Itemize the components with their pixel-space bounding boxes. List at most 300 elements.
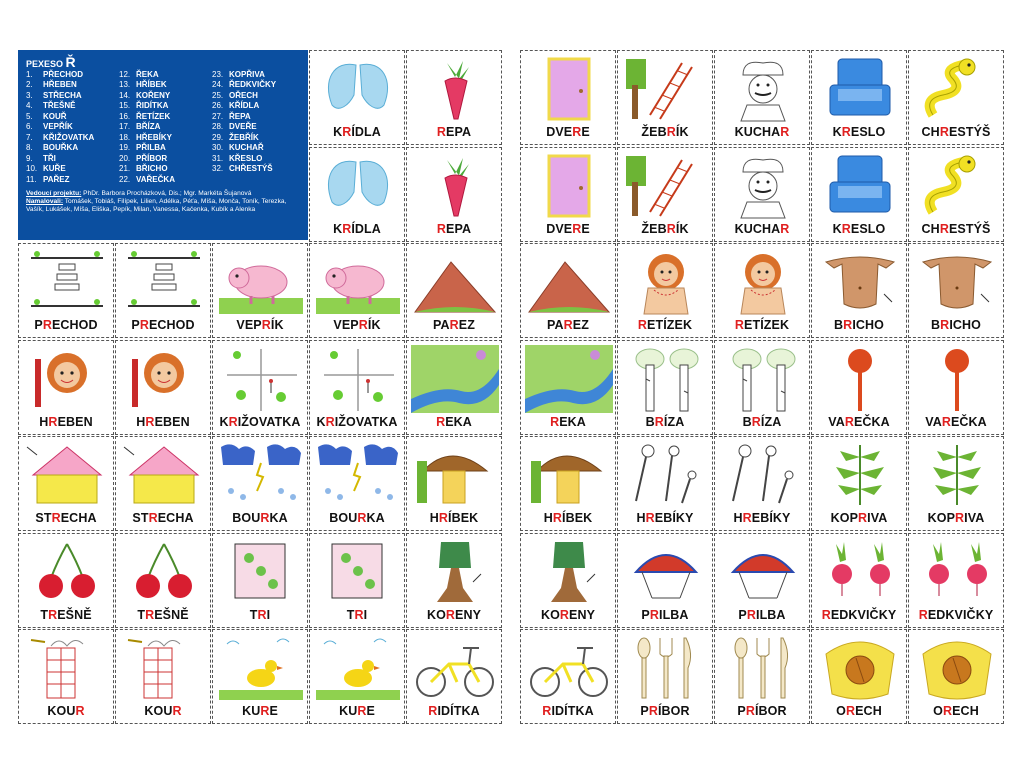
snake-icon — [913, 152, 1001, 220]
word-number: 18. — [119, 132, 131, 142]
highlighted-letter: R — [436, 414, 446, 429]
bicycle-icon — [411, 634, 499, 702]
word-list-item — [212, 112, 301, 123]
card-word — [521, 415, 615, 429]
word-suffix: ÍDLA — [351, 125, 381, 139]
card-word — [715, 222, 809, 236]
radish-icon — [913, 538, 1001, 606]
pexeso-card[interactable] — [18, 629, 114, 724]
word-text: HŘEBEN — [43, 80, 77, 89]
card-word — [407, 318, 501, 332]
word-prefix: VEP — [236, 318, 262, 332]
birch-icon — [622, 345, 710, 413]
pexeso-card[interactable] — [309, 629, 405, 724]
word-suffix: IVA — [964, 511, 985, 525]
word-prefix: BOU — [329, 511, 358, 525]
word-prefix: KU — [242, 704, 261, 718]
word-suffix: EZ — [572, 318, 589, 332]
word-prefix: KUCHA — [734, 125, 781, 139]
highlighted-letter: R — [260, 511, 270, 525]
card-word — [812, 125, 906, 139]
word-number: 19. — [119, 143, 131, 152]
word-text: OŘECH — [229, 90, 258, 100]
word-text: KŘÍDLA — [229, 101, 260, 110]
word-list-item — [119, 164, 208, 175]
word-prefix: T — [249, 607, 258, 622]
pexeso-card[interactable] — [115, 533, 211, 628]
cutlery-icon — [622, 634, 710, 702]
pexeso-card[interactable] — [406, 50, 502, 145]
pexeso-card[interactable] — [406, 340, 502, 435]
pexeso-card[interactable] — [520, 533, 616, 628]
pexeso-card[interactable] — [811, 533, 907, 628]
highlighted-letter: R — [550, 414, 560, 429]
pexeso-card[interactable] — [212, 436, 308, 531]
dice-icon — [217, 538, 305, 606]
pexeso-card[interactable] — [811, 243, 907, 338]
pexeso-card[interactable] — [617, 50, 713, 145]
word-prefix: VA — [925, 414, 942, 429]
highlighted-letter: R — [325, 414, 335, 429]
word-suffix: ECHA — [157, 511, 194, 525]
highlighted-letter: R — [845, 704, 856, 718]
card-word — [618, 511, 712, 525]
highlighted-letter: R — [139, 318, 149, 332]
pexeso-card[interactable] — [811, 50, 907, 145]
word-prefix: B — [931, 318, 941, 332]
word-suffix: ILBA — [659, 607, 689, 622]
nettle-icon — [816, 441, 904, 509]
word-suffix: EŠNĚ — [57, 607, 92, 622]
word-text: KUŘE — [43, 164, 66, 173]
pexeso-card[interactable] — [115, 436, 211, 531]
card-word — [213, 415, 307, 429]
card-word — [715, 608, 809, 622]
word-suffix: EBEN — [57, 414, 93, 429]
card-word — [812, 511, 906, 525]
info-title — [26, 54, 301, 70]
word-prefix: KO — [426, 607, 446, 622]
highlighted-letter: R — [228, 414, 238, 429]
radish-icon — [816, 538, 904, 606]
word-number: 6. — [26, 122, 33, 131]
word-suffix: ÍZA — [760, 414, 782, 429]
highlighted-letter: R — [542, 704, 552, 718]
pexeso-card[interactable] — [212, 243, 308, 338]
bicycle-icon — [525, 634, 613, 702]
mushroom-icon — [525, 441, 613, 509]
word-suffix: ÍBOR — [657, 704, 690, 718]
word-prefix: ST — [35, 511, 52, 525]
word-list-item — [26, 133, 115, 144]
highlighted-letter: R — [438, 511, 448, 525]
river-icon — [411, 345, 499, 413]
ladder-icon — [622, 152, 710, 220]
word-number: 22. — [119, 174, 131, 184]
word-list-item — [212, 70, 301, 81]
pexeso-card[interactable] — [617, 629, 713, 724]
word-list-item — [212, 122, 301, 133]
card-word — [812, 704, 906, 718]
word-number: 5. — [26, 111, 33, 121]
stump-icon — [411, 248, 499, 316]
door-icon — [525, 152, 613, 220]
highlighted-letter: R — [637, 318, 648, 332]
pexeso-card[interactable] — [406, 436, 502, 531]
info-title-text: PEXESO — [26, 59, 64, 69]
pexeso-card[interactable] — [520, 50, 616, 145]
word-prefix: K — [219, 414, 229, 429]
highlighted-letter: R — [940, 318, 950, 332]
nettle-icon — [913, 441, 1001, 509]
word-text: HŘEBÍKY — [136, 132, 173, 142]
chef-icon — [719, 55, 807, 123]
highlighted-letter: R — [428, 704, 438, 718]
walnut-icon — [816, 634, 904, 702]
highlighted-letter: R — [841, 125, 851, 139]
word-list-item — [119, 143, 208, 154]
word-prefix: KO — [540, 607, 560, 622]
card-word — [521, 511, 615, 525]
word-suffix: I — [363, 607, 368, 622]
beet-icon — [411, 152, 499, 220]
card-word — [310, 125, 404, 139]
card-word — [521, 608, 615, 622]
pexeso-card[interactable] — [212, 629, 308, 724]
word-suffix: ÍBOR — [754, 704, 787, 718]
card-word — [909, 415, 1003, 429]
word-text: STŘECHA — [43, 90, 82, 100]
highlighted-letter: R — [572, 125, 582, 139]
card-word — [909, 704, 1003, 718]
word-number: 26. — [212, 101, 224, 110]
card-word — [213, 608, 307, 622]
card-word — [213, 318, 307, 332]
word-prefix: KUCHA — [734, 221, 781, 236]
word-prefix: B — [834, 318, 844, 332]
word-suffix: ÍBEK — [562, 511, 593, 525]
word-text: ŽEBŘÍK — [229, 132, 259, 142]
card-word — [310, 318, 404, 332]
word-text: ŘEKA — [136, 69, 159, 79]
word-suffix: EČKA — [853, 414, 890, 429]
spoon-icon — [816, 345, 904, 413]
word-text: KOŘENY — [136, 90, 171, 100]
pexeso-card[interactable] — [714, 243, 810, 338]
card-word — [213, 511, 307, 525]
card-word — [715, 511, 809, 525]
pexeso-card[interactable] — [18, 243, 114, 338]
pexeso-card[interactable] — [714, 436, 810, 531]
word-prefix: CH — [921, 221, 940, 236]
card-word — [310, 511, 404, 525]
junction-icon — [217, 345, 305, 413]
card-word — [618, 125, 712, 139]
word-text: KOPŘIVA — [229, 69, 265, 79]
word-list-item — [119, 112, 208, 123]
spoon-icon — [913, 345, 1001, 413]
highlighted-letter: R — [75, 704, 85, 718]
river-icon — [525, 345, 613, 413]
roof-icon — [120, 441, 208, 509]
pexeso-card[interactable] — [406, 147, 502, 242]
card-word — [116, 415, 210, 429]
word-suffix: ÍDLA — [351, 221, 381, 236]
pexeso-card[interactable] — [617, 436, 713, 531]
highlighted-letter: R — [572, 221, 582, 236]
card-word — [909, 125, 1003, 139]
card-word — [310, 608, 404, 622]
word-prefix: P — [131, 318, 140, 332]
word-suffix: EDKVIČKY — [830, 607, 897, 622]
word-list-item — [119, 133, 208, 144]
pexeso-card[interactable] — [520, 147, 616, 242]
pexeso-card[interactable] — [908, 50, 1004, 145]
highlighted-letter: R — [42, 318, 52, 332]
word-suffix: IVA — [867, 511, 888, 525]
word-prefix: K — [832, 125, 842, 139]
pexeso-card[interactable] — [309, 340, 405, 435]
word-suffix: EDKVIČKY — [927, 607, 994, 622]
card-word — [909, 318, 1003, 332]
word-prefix: DVE — [546, 221, 573, 236]
word-number: 29. — [212, 132, 224, 142]
highlighted-letter: R — [844, 414, 854, 429]
word-list-item — [119, 101, 208, 112]
card-word — [310, 704, 404, 718]
card-word — [116, 704, 210, 718]
word-list-item — [119, 175, 208, 186]
wings-icon — [314, 152, 402, 220]
pexeso-card[interactable] — [309, 243, 405, 338]
word-prefix: P — [640, 704, 649, 718]
word-suffix: ENY — [455, 607, 482, 622]
word-text: ŘETÍZEK — [136, 111, 171, 121]
word-prefix: P — [34, 318, 43, 332]
chef-icon — [719, 152, 807, 220]
pexeso-card[interactable] — [520, 629, 616, 724]
word-suffix: EŠNĚ — [154, 607, 189, 622]
word-suffix: ETÍZEK — [647, 318, 693, 332]
word-list-item — [212, 154, 301, 165]
highlighted-letter: R — [342, 221, 352, 236]
word-number: 32. — [212, 164, 224, 173]
highlighted-letter: R — [955, 511, 965, 525]
highlighted-letter: R — [257, 607, 267, 622]
word-text: ŘEDKVIČKY — [229, 80, 277, 89]
word-suffix: E — [581, 221, 590, 236]
word-number: 31. — [212, 153, 224, 163]
walnut-icon — [913, 634, 1001, 702]
pexeso-card[interactable] — [406, 533, 502, 628]
word-number: 7. — [26, 132, 33, 142]
word-prefix: KOU — [144, 704, 173, 718]
highlighted-letter: R — [48, 607, 58, 622]
pexeso-card[interactable] — [520, 243, 616, 338]
pexeso-card[interactable] — [908, 436, 1004, 531]
pexeso-card[interactable] — [617, 243, 713, 338]
word-prefix: VA — [828, 414, 845, 429]
pexeso-card[interactable] — [908, 147, 1004, 242]
word-suffix: EZ — [458, 318, 475, 332]
word-text: BOUŘKA — [43, 143, 79, 152]
word-number: 27. — [212, 111, 224, 121]
comb-girl-icon — [120, 345, 208, 413]
card-word — [19, 318, 113, 332]
card-word — [310, 415, 404, 429]
chain-girl-icon — [622, 248, 710, 316]
word-suffix: ÍK — [675, 125, 689, 139]
pexeso-card[interactable] — [617, 147, 713, 242]
credits — [26, 190, 301, 215]
pexeso-card[interactable] — [811, 629, 907, 724]
armchair-icon — [816, 55, 904, 123]
highlighted-letter: R — [354, 607, 364, 622]
highlighted-letter: R — [172, 704, 182, 718]
highlighted-letter: R — [780, 221, 790, 236]
pexeso-card[interactable] — [811, 436, 907, 531]
word-suffix: ECHA — [60, 511, 97, 525]
pexeso-card[interactable] — [908, 629, 1004, 724]
word-text: VEPŘÍK — [43, 122, 73, 131]
pexeso-card[interactable] — [811, 147, 907, 242]
word-prefix: P — [738, 607, 747, 622]
word-prefix: KOP — [927, 511, 956, 525]
card-word — [407, 608, 501, 622]
pexeso-card[interactable] — [714, 147, 810, 242]
pig-icon — [217, 248, 305, 316]
card-word — [909, 608, 1003, 622]
word-prefix: P — [737, 704, 746, 718]
word-list-item — [212, 133, 301, 144]
word-number: 2. — [26, 80, 33, 89]
pexeso-card[interactable] — [309, 147, 405, 242]
pexeso-card[interactable] — [908, 340, 1004, 435]
highlighted-letter: R — [552, 511, 562, 525]
word-text: PŘILBA — [136, 143, 166, 152]
pexeso-card[interactable] — [309, 436, 405, 531]
highlighted-letter: R — [939, 221, 949, 236]
highlighted-letter: R — [357, 704, 367, 718]
pexeso-card[interactable] — [908, 243, 1004, 338]
card-word — [909, 222, 1003, 236]
pexeso-card[interactable] — [908, 533, 1004, 628]
word-suffix: E — [366, 704, 375, 718]
pexeso-card[interactable] — [520, 340, 616, 435]
pexeso-card[interactable] — [520, 436, 616, 531]
word-suffix: ECHOD — [148, 318, 195, 332]
word-prefix: KOP — [830, 511, 859, 525]
word-suffix: EBÍKY — [654, 511, 694, 525]
word-number: 10. — [26, 164, 38, 173]
word-list-item — [26, 122, 115, 133]
pexeso-card[interactable] — [811, 340, 907, 435]
highlighted-letter: R — [148, 511, 158, 525]
word-suffix: IDÍTKA — [551, 704, 594, 718]
word-suffix: ESLO — [850, 221, 886, 236]
lead-label: Vedoucí projektu: — [26, 190, 82, 197]
pexeso-card[interactable] — [714, 533, 810, 628]
pexeso-card[interactable] — [115, 243, 211, 338]
word-text: HŘÍBEK — [136, 80, 167, 89]
pexeso-card[interactable] — [617, 340, 713, 435]
pexeso-card[interactable] — [309, 533, 405, 628]
word-prefix: KOU — [47, 704, 76, 718]
word-suffix: EBEN — [154, 414, 190, 429]
word-list-item — [26, 112, 115, 123]
card-word — [521, 222, 615, 236]
snake-icon — [913, 55, 1001, 123]
pexeso-card[interactable] — [212, 533, 308, 628]
word-list-item — [26, 70, 115, 81]
pexeso-card[interactable] — [714, 340, 810, 435]
highlighted-letter: R — [358, 318, 368, 332]
pexeso-card[interactable] — [115, 340, 211, 435]
roof-icon — [23, 441, 111, 509]
pexeso-card[interactable] — [18, 533, 114, 628]
pexeso-card[interactable] — [714, 50, 810, 145]
word-prefix: H — [636, 511, 646, 525]
word-suffix: E — [581, 125, 590, 139]
beet-icon — [411, 55, 499, 123]
word-prefix: P — [641, 607, 650, 622]
highlighted-letter: R — [261, 318, 271, 332]
pexeso-card[interactable] — [18, 340, 114, 435]
word-list-column — [212, 70, 301, 186]
word-list-item — [212, 164, 301, 175]
highlighted-letter: R — [751, 414, 761, 429]
pexeso-card[interactable] — [406, 243, 502, 338]
pexeso-card[interactable] — [617, 533, 713, 628]
highlighted-letter: R — [648, 704, 658, 718]
info-panel — [18, 50, 308, 240]
word-number: 3. — [26, 90, 33, 100]
highlighted-letter: R — [342, 125, 352, 139]
cherries-icon — [120, 538, 208, 606]
card-word — [812, 318, 906, 332]
word-text: KŘESLO — [229, 153, 263, 163]
highlighted-letter: R — [649, 607, 659, 622]
card-word — [812, 608, 906, 622]
highlighted-letter: R — [559, 607, 570, 622]
word-prefix: B — [645, 414, 655, 429]
word-prefix: K — [333, 221, 343, 236]
drawn-credit — [26, 198, 301, 214]
word-prefix: BOU — [232, 511, 261, 525]
word-prefix: CH — [921, 125, 940, 139]
pexeso-card[interactable] — [212, 340, 308, 435]
pexeso-card[interactable] — [714, 629, 810, 724]
pexeso-card[interactable] — [406, 629, 502, 724]
word-suffix: IŽOVATKA — [237, 414, 301, 429]
word-list-item — [212, 91, 301, 102]
pexeso-card[interactable] — [309, 50, 405, 145]
word-number: 12. — [119, 69, 131, 79]
highlighted-letter: R — [645, 511, 655, 525]
word-prefix: O — [836, 704, 846, 718]
pexeso-card[interactable] — [18, 436, 114, 531]
word-suffix: EKA — [445, 414, 472, 429]
word-prefix: T — [40, 607, 49, 622]
word-list-item — [26, 91, 115, 102]
card-word — [715, 318, 809, 332]
pexeso-card[interactable] — [115, 629, 211, 724]
card-word — [715, 415, 809, 429]
card-word — [116, 318, 210, 332]
ladder-icon — [622, 55, 710, 123]
word-prefix: VEP — [333, 318, 359, 332]
word-prefix: PA — [433, 318, 450, 332]
